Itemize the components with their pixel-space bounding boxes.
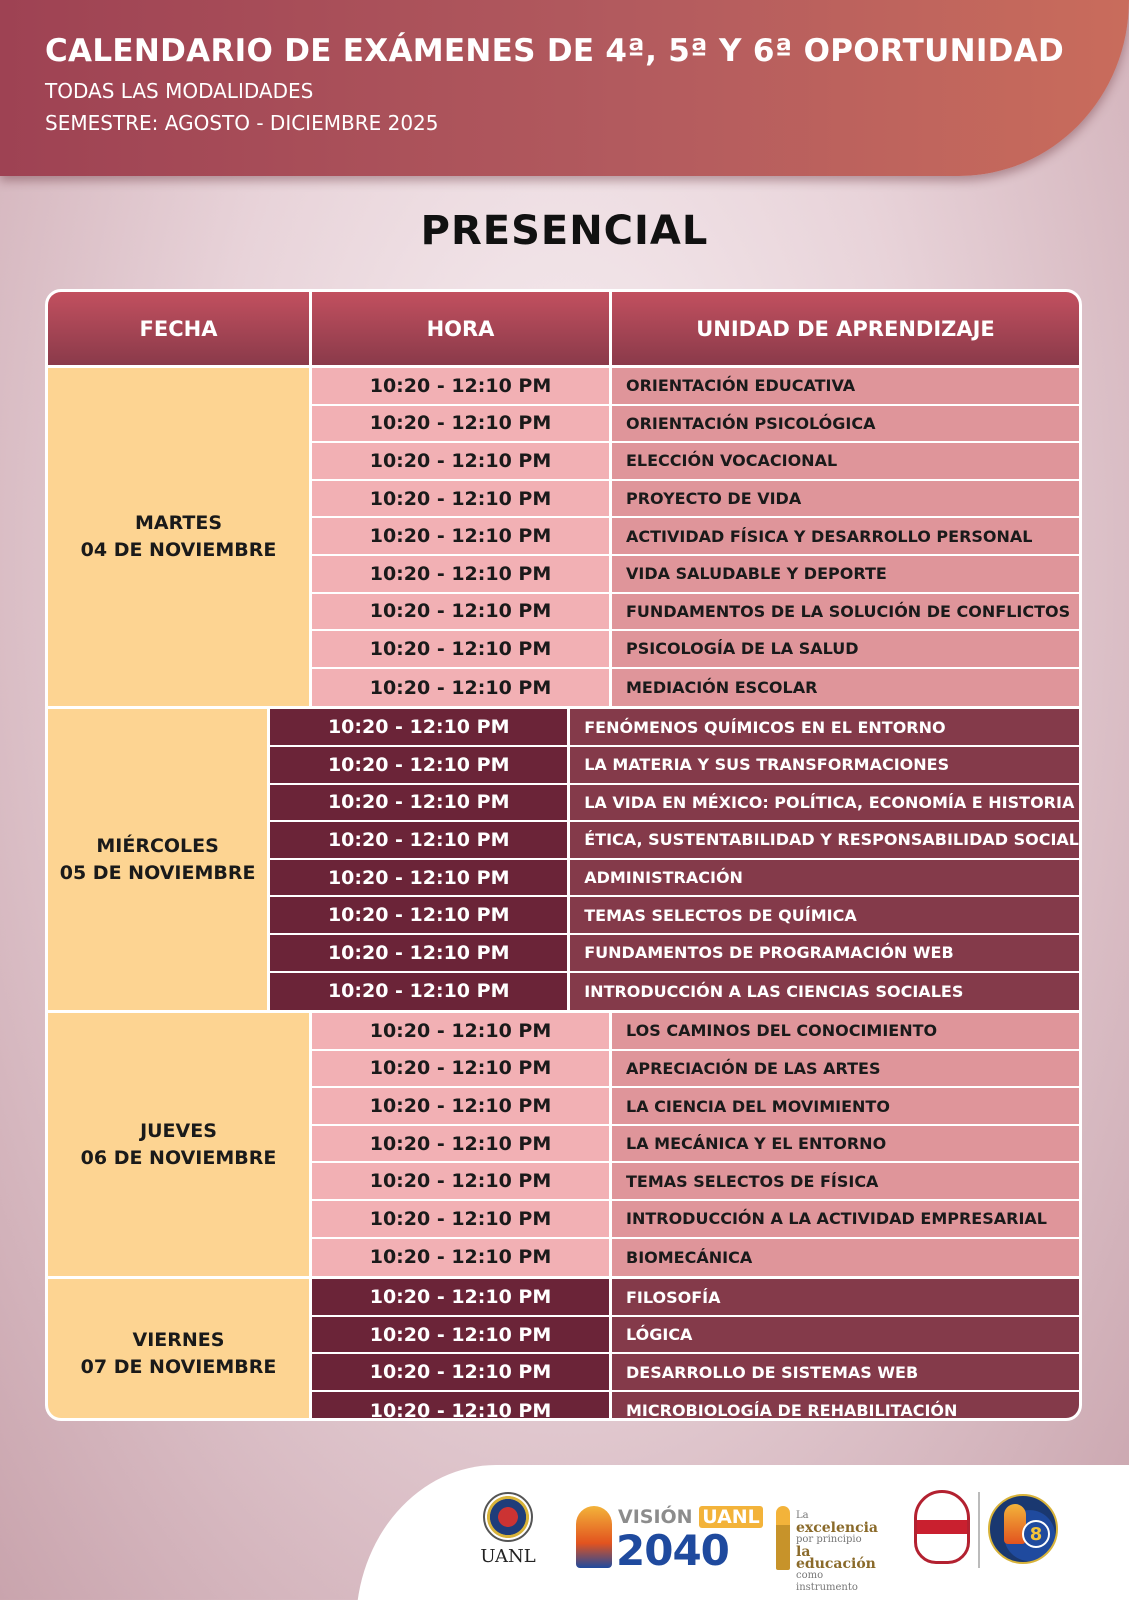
table-row — [312, 1201, 1079, 1239]
hora-cell: 10:20 - 12:10 PM — [312, 1051, 612, 1087]
table-row — [312, 1126, 1079, 1164]
day-group — [48, 1013, 1079, 1279]
unidad-cell: LA MECÁNICA Y EL ENTORNO — [612, 1126, 1079, 1162]
table-row — [270, 709, 1079, 747]
unidad-cell: FUNDAMENTOS DE LA SOLUCIÓN DE CONFLICTOS — [612, 594, 1079, 630]
vision-2040-logo — [576, 1504, 760, 1575]
table-header — [48, 292, 1079, 368]
unidad-cell: LA VIDA EN MÉXICO: POLÍTICA, ECONOMÍA E HISTORIA — [570, 785, 1079, 821]
hora-cell: 10:20 - 12:10 PM — [312, 594, 612, 630]
table-row — [312, 1354, 1079, 1392]
hora-cell: 10:20 - 12:10 PM — [312, 1279, 612, 1315]
day-name: MARTES — [134, 512, 222, 535]
exam-rows — [312, 368, 1079, 706]
preparatoria-emblem-icon — [988, 1494, 1058, 1564]
date-cell — [48, 368, 312, 706]
hora-cell: 10:20 - 12:10 PM — [270, 822, 570, 858]
day-date: 04 DE NOVIEMBRE — [80, 539, 277, 562]
table-row — [312, 406, 1079, 444]
school-crest-logo — [914, 1490, 974, 1570]
page-title: CALENDARIO DE EXÁMENES DE 4ª, 5ª Y 6ª OPORTUNIDAD — [45, 33, 1065, 69]
hora-cell: 10:20 - 12:10 PM — [312, 1088, 612, 1124]
crest-icon — [914, 1490, 970, 1564]
torch-icon — [776, 1506, 790, 1570]
table-row — [312, 1013, 1079, 1051]
unidad-cell: PSICOLOGÍA DE LA SALUD — [612, 631, 1079, 667]
page-header — [0, 0, 1129, 176]
exam-rows — [312, 1013, 1079, 1276]
uanl-shield-icon — [483, 1492, 533, 1542]
hora-cell: 10:20 - 12:10 PM — [312, 1392, 612, 1421]
day-date: 05 DE NOVIEMBRE — [59, 861, 256, 884]
header-hora: HORA — [312, 292, 612, 365]
hora-cell: 10:20 - 12:10 PM — [312, 1163, 612, 1199]
unidad-cell: VIDA SALUDABLE Y DEPORTE — [612, 556, 1079, 592]
header-fecha: FECHA — [48, 292, 312, 365]
unidad-cell: DESARROLLO DE SISTEMAS WEB — [612, 1354, 1079, 1390]
day-group — [48, 1279, 1079, 1421]
hora-cell: 10:20 - 12:10 PM — [312, 1317, 612, 1353]
excelencia-line-5: como instrumento — [796, 1570, 858, 1593]
excelencia-line-1: La — [796, 1510, 809, 1521]
table-row — [270, 897, 1079, 935]
unidad-cell: INTRODUCCIÓN A LAS CIENCIAS SOCIALES — [570, 973, 1079, 1011]
table-row — [312, 1317, 1079, 1355]
hora-cell: 10:20 - 12:10 PM — [312, 406, 612, 442]
hora-cell: 10:20 - 12:10 PM — [312, 1013, 612, 1049]
table-row — [312, 594, 1079, 632]
unidad-cell: ELECCIÓN VOCACIONAL — [612, 443, 1079, 479]
hora-cell: 10:20 - 12:10 PM — [270, 785, 570, 821]
section-title: PRESENCIAL — [420, 208, 709, 254]
unidad-cell: ORIENTACIÓN PSICOLÓGICA — [612, 406, 1079, 442]
header-unidad: UNIDAD DE APRENDIZAJE — [612, 292, 1079, 365]
hora-cell: 10:20 - 12:10 PM — [312, 518, 612, 554]
semester-label: SEMESTRE: AGOSTO - DICIEMBRE 2025 — [45, 111, 439, 135]
unidad-cell: MICROBIOLOGÍA DE REHABILITACIÓN — [612, 1392, 1079, 1421]
table-row — [312, 631, 1079, 669]
table-row — [312, 368, 1079, 406]
excelencia-line-2: excelencia — [796, 1520, 879, 1536]
table-row — [270, 785, 1079, 823]
table-row — [312, 1051, 1079, 1089]
hora-cell: 10:20 - 12:10 PM — [312, 631, 612, 667]
date-cell — [48, 1279, 312, 1421]
hora-cell: 10:20 - 12:10 PM — [270, 747, 570, 783]
table-row — [312, 481, 1079, 519]
unidad-cell: ÉTICA, SUSTENTABILIDAD Y RESPONSABILIDAD SOCIAL — [570, 822, 1079, 858]
vision-word: VISIÓN — [618, 1506, 693, 1528]
date-cell — [48, 1013, 312, 1276]
unidad-cell: LOS CAMINOS DEL CONOCIMIENTO — [612, 1013, 1079, 1049]
unidad-cell: TEMAS SELECTOS DE FÍSICA — [612, 1163, 1079, 1199]
table-row — [270, 935, 1079, 973]
table-row — [270, 973, 1079, 1011]
table-row — [270, 822, 1079, 860]
day-group — [48, 368, 1079, 709]
table-row — [312, 556, 1079, 594]
day-date: 07 DE NOVIEMBRE — [80, 1356, 277, 1379]
hora-cell: 10:20 - 12:10 PM — [312, 1126, 612, 1162]
table-row — [312, 518, 1079, 556]
unidad-cell: LA MATERIA Y SUS TRANSFORMACIONES — [570, 747, 1079, 783]
day-date: 06 DE NOVIEMBRE — [80, 1146, 277, 1169]
exam-rows — [270, 709, 1079, 1010]
table-row — [312, 1088, 1079, 1126]
table-row — [270, 860, 1079, 898]
table-row — [312, 1163, 1079, 1201]
exam-rows — [312, 1279, 1079, 1421]
page-subtitle: TODAS LAS MODALIDADES — [45, 79, 314, 103]
logo-divider — [978, 1492, 980, 1568]
excelencia-line-4: la educación — [796, 1544, 876, 1572]
hora-cell: 10:20 - 12:10 PM — [312, 556, 612, 592]
day-group — [48, 709, 1079, 1013]
unidad-cell: TEMAS SELECTOS DE QUÍMICA — [570, 897, 1079, 933]
table-row — [270, 747, 1079, 785]
hora-cell: 10:20 - 12:10 PM — [312, 1354, 612, 1390]
preparatoria-number: 8 — [1022, 1520, 1050, 1548]
hora-cell: 10:20 - 12:10 PM — [270, 860, 570, 896]
table-row — [312, 1392, 1079, 1421]
day-name: JUEVES — [140, 1119, 217, 1142]
unidad-cell: MEDIACIÓN ESCOLAR — [612, 669, 1079, 707]
table-body — [48, 368, 1079, 1421]
uanl-logo — [478, 1492, 538, 1572]
hora-cell: 10:20 - 12:10 PM — [270, 897, 570, 933]
vision-year: 2040 — [616, 1526, 729, 1575]
hora-cell: 10:20 - 12:10 PM — [312, 669, 612, 707]
hora-cell: 10:20 - 12:10 PM — [312, 1201, 612, 1237]
hora-cell: 10:20 - 12:10 PM — [270, 935, 570, 971]
hora-cell: 10:20 - 12:10 PM — [312, 481, 612, 517]
unidad-cell: PROYECTO DE VIDA — [612, 481, 1079, 517]
hora-cell: 10:20 - 12:10 PM — [312, 443, 612, 479]
vision-uanl-badge: UANL — [699, 1506, 763, 1528]
unidad-cell: FENÓMENOS QUÍMICOS EN EL ENTORNO — [570, 709, 1079, 745]
unidad-cell: ACTIVIDAD FÍSICA Y DESARROLLO PERSONAL — [612, 518, 1079, 554]
unidad-cell: ORIENTACIÓN EDUCATIVA — [612, 368, 1079, 404]
unidad-cell: APRECIACIÓN DE LAS ARTES — [612, 1051, 1079, 1087]
unidad-cell: LÓGICA — [612, 1317, 1079, 1353]
unidad-cell: INTRODUCCIÓN A LA ACTIVIDAD EMPRESARIAL — [612, 1201, 1079, 1237]
unidad-cell: FILOSOFÍA — [612, 1279, 1079, 1315]
date-cell — [48, 709, 270, 1010]
unidad-cell: BIOMECÁNICA — [612, 1239, 1079, 1277]
unidad-cell: ADMINISTRACIÓN — [570, 860, 1079, 896]
excelencia-line-3: por principio — [796, 1534, 862, 1545]
day-name: MIÉRCOLES — [96, 834, 219, 857]
excelencia-logo — [776, 1506, 886, 1593]
hora-cell: 10:20 - 12:10 PM — [312, 368, 612, 404]
exam-schedule-table — [45, 289, 1082, 1421]
vision-label — [618, 1506, 763, 1528]
table-row — [312, 669, 1079, 707]
table-row — [312, 1239, 1079, 1277]
hora-cell: 10:20 - 12:10 PM — [312, 1239, 612, 1277]
preparatoria-8-logo — [988, 1494, 1064, 1570]
flame-icon — [576, 1506, 612, 1568]
table-row — [312, 1279, 1079, 1317]
day-name: VIERNES — [132, 1329, 225, 1352]
table-row — [312, 443, 1079, 481]
unidad-cell: FUNDAMENTOS DE PROGRAMACIÓN WEB — [570, 935, 1079, 971]
unidad-cell: LA CIENCIA DEL MOVIMIENTO — [612, 1088, 1079, 1124]
hora-cell: 10:20 - 12:10 PM — [270, 709, 570, 745]
hora-cell: 10:20 - 12:10 PM — [270, 973, 570, 1011]
uanl-logo-label: UANL — [480, 1546, 536, 1567]
excelencia-text — [796, 1510, 886, 1594]
